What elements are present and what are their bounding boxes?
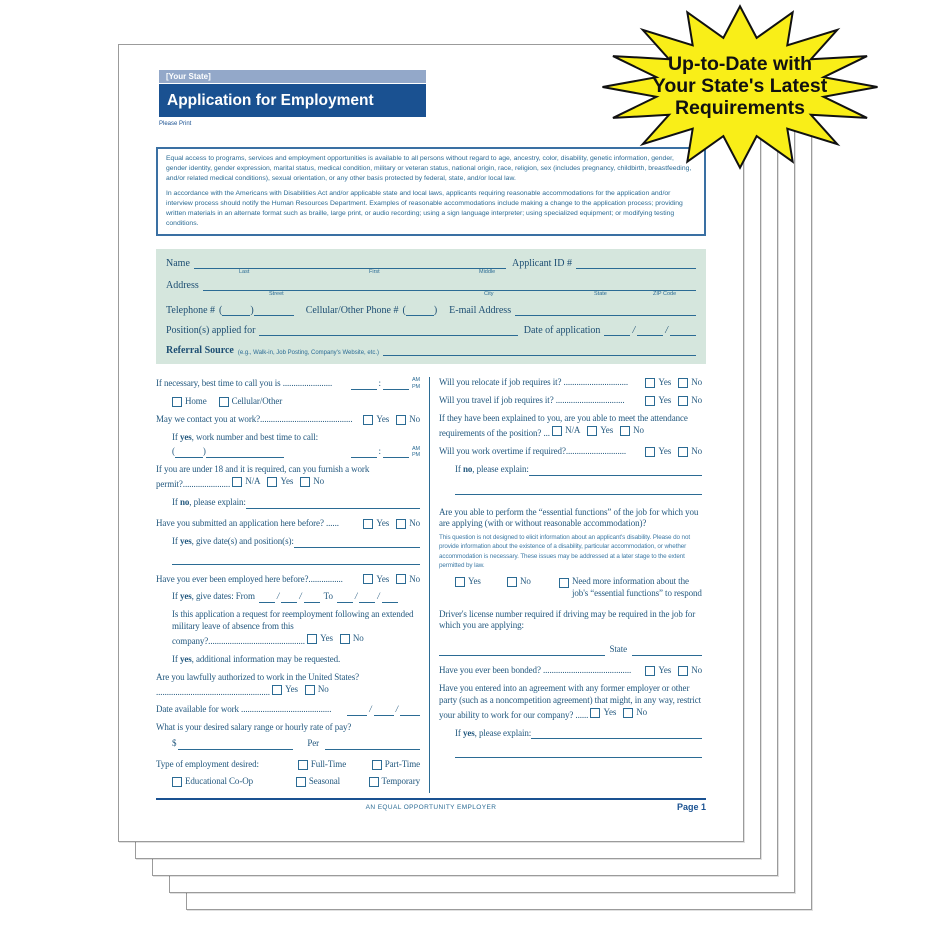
question-best-time [156, 377, 420, 390]
question-text: Will you travel if job requires it? ................................ [439, 395, 625, 406]
footer [156, 801, 706, 812]
date-part[interactable] [337, 592, 353, 603]
position-row [166, 325, 696, 336]
question-essential-functions: Are you able to perform the “essential functions” of the job for which you are applying (with or without reasonable accommodation)? [439, 506, 699, 529]
state-label: State [609, 644, 627, 655]
email-label: E-mail Address [449, 305, 512, 317]
work-number-field[interactable] [206, 447, 284, 458]
question-bonded: Have you ever been bonded? ......................................... Yes No [439, 665, 702, 676]
checkbox-no[interactable] [305, 685, 315, 695]
checkbox-part-time[interactable] [372, 760, 382, 770]
eoe-statement: AN EQUAL OPPORTUNITY EMPLOYER [365, 803, 497, 811]
checkbox-label: Home [185, 395, 207, 406]
referral-row [166, 345, 696, 356]
checkbox-no[interactable] [396, 519, 406, 529]
checkbox-yes[interactable] [455, 577, 465, 587]
per-field[interactable] [325, 739, 420, 750]
question-text: Will you relocate if job requires it? .............................. [439, 377, 629, 388]
question-columns [156, 377, 706, 792]
question-drivers-license: Driver's license number required if driving may be required in the job for which you are applying: [439, 608, 696, 631]
slash: / [369, 704, 372, 715]
checkbox-no[interactable] [507, 577, 517, 587]
employment-type-row-1: Type of employment desired: Full-Time Part-Time [156, 759, 420, 769]
date-part[interactable] [374, 705, 394, 716]
checkbox-cellular-other[interactable] [219, 397, 229, 407]
explain-field-2 [455, 484, 702, 495]
please-print-note: Please Print [159, 121, 192, 127]
sublabel-street: Street [269, 291, 284, 298]
starburst-badge [597, 3, 883, 171]
explain-field[interactable] [531, 728, 702, 739]
question-reemployment: Is this application a request for reemployment following an extended military leave of absence from this company?............................................. Yes No [172, 609, 414, 646]
ifyes-explain-row: If yes, please explain: [455, 728, 702, 740]
checkbox-yes[interactable] [590, 708, 600, 718]
dollar-sign: $ [172, 738, 177, 749]
question-employed-before: Have you ever been employed here before?................ Yes No [156, 573, 420, 584]
state-name-label: [Your State] [166, 72, 211, 81]
checkbox-temporary[interactable] [369, 777, 379, 787]
telephone-area-field[interactable] [222, 305, 250, 316]
question-text: Is this application a request for reemployment following an extended military leave of absence from this company?............................................. [172, 609, 414, 646]
colon: : [378, 446, 381, 457]
form-title-bar [159, 84, 426, 117]
telephone-field[interactable] [254, 305, 294, 316]
license-field-row [439, 644, 702, 656]
checkbox-home[interactable] [172, 397, 182, 407]
address-sublabels [166, 291, 696, 299]
paren-close: ) [433, 305, 438, 317]
question-text: Will you work overtime if required?............................ [439, 445, 627, 456]
paren-open: ( [219, 305, 223, 317]
question-text: If you are under 18 and it is required, can you furnish a work permit?...................... [156, 464, 370, 489]
blank-line[interactable] [455, 747, 702, 758]
work-area-field[interactable] [175, 447, 203, 458]
question-submitted-before: Have you submitted an application here before? ...... Yes No [156, 517, 420, 528]
question-text: Have you submitted an application here before? ...... [156, 517, 339, 528]
question-text: Date available for work .......................................... [156, 704, 332, 715]
checkbox-no[interactable] [620, 426, 630, 436]
question-lawfully-authorized: Are you lawfully authorized to work in the United States? ..................................................... Yes No [156, 671, 359, 697]
name-row [166, 258, 696, 269]
work-number-field-row [172, 446, 420, 459]
sublabel-state: State [594, 291, 607, 298]
question-date-available [156, 704, 420, 716]
checkbox-no[interactable] [340, 634, 350, 644]
name-field[interactable] [194, 258, 506, 269]
referral-note: (e.g., Walk-in, Job Posting, Company's Website, etc.) [237, 350, 380, 357]
paren-close: ) [202, 446, 206, 457]
checkbox-full-time[interactable] [298, 760, 308, 770]
question-attendance: If they have been explained to you, are you able to meet the attendance requirements of the position? ... N/A Yes No [439, 413, 688, 438]
ifyes-work-number: If yes, work number and best time to call: [172, 431, 319, 442]
slash: / [395, 704, 398, 715]
paren-open: ( [172, 446, 175, 457]
employment-type-label: Type of employment desired: [156, 759, 259, 769]
checkbox-no[interactable] [300, 477, 310, 487]
email-field[interactable] [515, 305, 696, 316]
date-year-field[interactable] [670, 325, 696, 336]
sublabel-city: City [484, 291, 494, 298]
colon: : [378, 378, 381, 389]
eeo-paragraph-1: Equal access to programs, services and employment opportunities is available to all persons without regard to age, ancestry, color, disability, genetic information, gender, gender identity, gender expression, marital status, medical condition, military or veteran status, national origin, race, religion, sex (includes pregnancy, childbirth, breastfeeding, and/or related medical conditions), sexual orientation, or any other basis protected by federal, state, and/or local law. [166, 155, 692, 183]
checkbox-na[interactable] [552, 426, 562, 436]
phone-type-options [172, 396, 420, 408]
checkbox-yes[interactable] [307, 634, 317, 644]
question-text: Have you ever been employed here before?................ [156, 573, 343, 584]
checkbox-educational-coop[interactable] [172, 777, 182, 787]
explain-field-2 [455, 747, 702, 758]
ifyes-dates-positions-row: If yes, give date(s) and position(s): [172, 536, 420, 548]
slash: / [632, 325, 636, 337]
question-text: If they have been explained to you, are you able to meet the attendance requirements of the position? ... [439, 413, 688, 438]
question-travel: Will you travel if job requires it? ................................ Yes No [439, 395, 702, 406]
ifno-explain-row: If no, please explain: [455, 464, 702, 476]
checkbox-yes[interactable] [363, 415, 373, 425]
slash: / [354, 591, 358, 602]
badge-text: Up-to-Date with Your State's Latest Requirements [652, 53, 828, 119]
sublabel-first: First [369, 269, 380, 276]
state-name-bar [159, 70, 426, 83]
footer-rule [156, 798, 706, 800]
applicant-id-field[interactable] [576, 258, 696, 269]
checkbox-yes[interactable] [363, 574, 373, 584]
time-hh-field[interactable] [351, 379, 377, 390]
am-pm-label: AM PM [411, 377, 420, 390]
phone-row [166, 305, 696, 316]
question-noncompete: Have you entered into an agreement with any former employer or other party (such as a noncompetition agreement) that might, in any way, restrict your ability to work for our company? ...... Yes No [439, 683, 702, 720]
question-text: Have you entered into an agreement with any former employer or other party (such as a noncompetition agreement) that might, in any way, restrict your ability to work for our company? ...... [439, 683, 702, 720]
date-part[interactable] [359, 592, 375, 603]
checkbox-yes[interactable] [645, 378, 655, 388]
checkbox-no[interactable] [396, 574, 406, 584]
question-text: May we contact you at work?........................................... [156, 413, 353, 424]
need-more-info-label: Need more information about the job's “essential functions” to respond [572, 575, 702, 598]
address-row [166, 280, 696, 291]
slash: / [377, 591, 380, 602]
blank-line[interactable] [172, 554, 420, 565]
salary-field[interactable] [178, 739, 293, 750]
explain-field[interactable] [246, 498, 420, 509]
checkbox-no[interactable] [678, 396, 688, 406]
time-mm-field[interactable] [383, 379, 409, 390]
time-hh-field[interactable] [351, 447, 377, 458]
checkbox-no[interactable] [396, 415, 406, 425]
checkbox-yes[interactable] [272, 685, 282, 695]
question-overtime: Will you work overtime if required?............................ Yes No [439, 445, 702, 456]
address-field[interactable] [203, 280, 696, 291]
slash: / [299, 591, 302, 602]
date-available-field[interactable] [347, 704, 420, 716]
ifyes-dates-row: If yes, give dates: From / / To / / [172, 591, 420, 603]
position-field[interactable] [259, 325, 517, 336]
checkbox-yes[interactable] [645, 447, 655, 457]
paren-open: ( [402, 305, 406, 317]
sublabel-last: Last [239, 269, 250, 276]
sublabel-zip: ZIP Code [653, 291, 677, 298]
question-relocate: Will you relocate if job requires it? .............................. Yes No [439, 377, 702, 388]
cellular-area-field[interactable] [406, 305, 434, 316]
slash: / [665, 325, 668, 337]
per-label: Per [307, 738, 320, 749]
explain-field[interactable] [529, 465, 702, 476]
question-text: Are you lawfully authorized to work in the United States? ..................................................... [156, 671, 359, 697]
license-number-field[interactable] [439, 645, 605, 656]
essential-functions-note: This question is not designed to elicit information about an applicant's disability. Please do not provide information about the existence of a disability, particular accommodation, or whether accommodation is necessary. These issues may be addressed at a later stage to the extent permitted by law. [439, 534, 691, 569]
checkbox-yes[interactable] [267, 477, 277, 487]
checkbox-no[interactable] [678, 378, 688, 388]
ada-paragraph-2: In accordance with the Americans with Disabilities Act and/or applicable state and local laws, applicants requiring reasonable accommodations for the application and/or interview process should notify the Human Resources Department. Examples of reasonable accommodations include making a change to the application process; providing written materials in an alternate format such as braille, large print, or audio recording; using a sign language interpreter; using specialized equipment; or modifying testing conditions. [166, 189, 683, 228]
dates-positions-field[interactable] [294, 537, 420, 548]
identity-panel [156, 249, 706, 364]
checkbox-yes[interactable] [645, 666, 655, 676]
to-date-field[interactable] [337, 591, 398, 603]
right-column [429, 377, 702, 792]
form-title: Application for Employment [167, 92, 374, 109]
position-label: Position(s) applied for [166, 325, 256, 337]
date-part[interactable] [304, 592, 320, 603]
date-part[interactable] [382, 592, 398, 603]
slash: / [276, 591, 280, 602]
to-label: To [323, 591, 333, 602]
time-mm-field[interactable] [383, 447, 409, 458]
name-label: Name [166, 258, 190, 270]
date-part[interactable] [259, 592, 275, 603]
paren-close: ) [250, 305, 254, 317]
date-part[interactable] [347, 705, 367, 716]
essential-functions-options: Yes No Need more information about the job's “essential functions” to respond [455, 576, 702, 600]
question-work-permit: If you are under 18 and it is required, can you furnish a work permit?...................... N/A Yes No [156, 464, 370, 489]
checkbox-yes[interactable] [645, 396, 655, 406]
ifno-explain-row: If no, please explain: [172, 497, 420, 509]
date-part[interactable] [281, 592, 297, 603]
time-field[interactable] [351, 377, 420, 390]
checkbox-need-more-info[interactable] [559, 578, 569, 588]
date-part[interactable] [400, 705, 420, 716]
address-label: Address [166, 280, 199, 292]
ifyes-additional-info: If yes, additional information may be requested. [172, 653, 341, 664]
checkbox-no[interactable] [678, 666, 688, 676]
employment-type-row-2: Educational Co-Op Seasonal Temporary [172, 776, 420, 788]
license-state-field[interactable] [632, 645, 702, 656]
question-text: Have you ever been bonded? ......................................... [439, 665, 632, 676]
question-text: If necessary, best time to call you is ....................... [156, 378, 333, 389]
checkbox-yes[interactable] [587, 426, 597, 436]
checkbox-yes[interactable] [363, 519, 373, 529]
checkbox-label: Cellular/Other [231, 395, 283, 406]
dates-positions-field-2 [172, 554, 420, 565]
from-date-field[interactable] [259, 591, 320, 603]
cellular-label: Cellular/Other Phone # [305, 305, 399, 317]
checkbox-no[interactable] [623, 708, 633, 718]
referral-label: Referral Source [166, 345, 234, 357]
application-date-field[interactable] [604, 325, 696, 336]
date-of-application-label: Date of application [523, 325, 601, 337]
work-time-field[interactable] [351, 446, 420, 459]
date-month-field[interactable] [604, 325, 630, 336]
checkbox-seasonal[interactable] [296, 777, 306, 787]
name-sublabels [166, 269, 696, 277]
telephone-label: Telephone # [166, 305, 216, 317]
question-contact-at-work: May we contact you at work?........................................... Yes No [156, 413, 420, 424]
left-column [156, 377, 429, 792]
am-pm-label: AM PM [411, 445, 420, 458]
salary-fields-row [172, 738, 420, 750]
blank-line[interactable] [455, 484, 702, 495]
page-number: Page 1 [676, 801, 706, 812]
question-salary: What is your desired salary range or hourly rate of pay? [156, 722, 352, 733]
sublabel-middle: Middle [479, 269, 496, 276]
referral-field[interactable] [383, 345, 696, 356]
checkbox-na[interactable] [232, 477, 242, 487]
date-day-field[interactable] [637, 325, 663, 336]
checkbox-no[interactable] [678, 447, 688, 457]
applicant-id-label: Applicant ID # [512, 258, 572, 270]
